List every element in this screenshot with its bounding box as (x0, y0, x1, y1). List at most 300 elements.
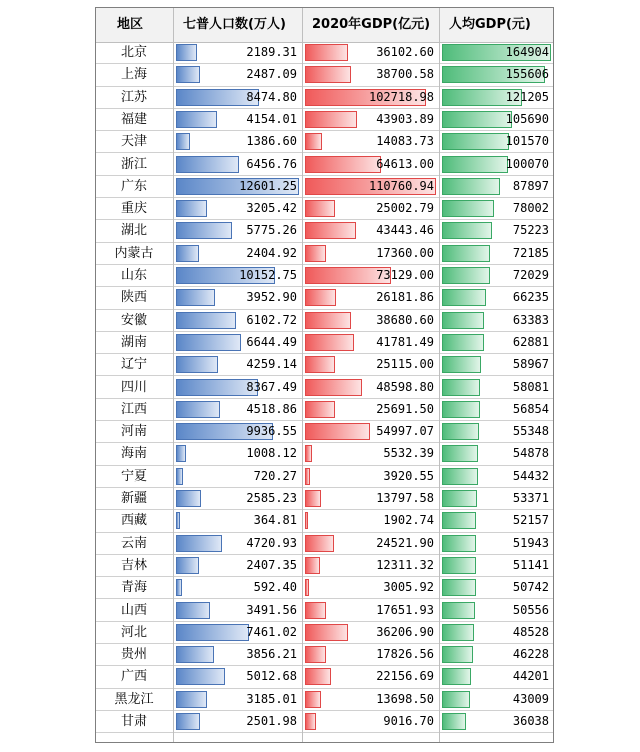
gdp-value: 25115.00 (376, 357, 434, 372)
per-capita-gdp-bar (442, 691, 470, 708)
per-capita-gdp-bar (442, 668, 471, 685)
gdp-bar (305, 111, 357, 128)
population-cell (173, 131, 302, 153)
population-bar (176, 691, 207, 708)
per-capita-gdp-bar (442, 423, 479, 440)
gdp-bar (305, 222, 356, 239)
per-capita-gdp-value: 46228 (512, 647, 549, 662)
population-value: 2487.09 (246, 67, 297, 82)
gdp-value: 73129.00 (376, 268, 434, 282)
per-capita-gdp-value: 100070 (505, 156, 549, 171)
gdp-cell (302, 64, 439, 86)
gdp-value: 25691.50 (376, 401, 434, 416)
per-capita-gdp-value: 48528 (512, 624, 549, 639)
population-bar (176, 713, 200, 730)
table-row (95, 622, 554, 644)
per-capita-gdp-cell (439, 399, 554, 421)
population-value: 4154.01 (246, 111, 297, 126)
gdp-value: 36102.60 (376, 45, 434, 59)
population-cell (173, 109, 302, 131)
per-capita-gdp-bar (442, 379, 480, 396)
gdp-bar (305, 713, 316, 730)
per-capita-gdp-cell (439, 644, 554, 666)
region-name: 湖南 (120, 334, 147, 350)
population-cell (173, 287, 302, 309)
per-capita-gdp-value: 56854 (512, 401, 549, 416)
gdp-bar (305, 602, 326, 619)
population-bar (176, 579, 182, 596)
gdp-value: 17360.00 (376, 245, 434, 260)
gdp-bar (305, 334, 354, 351)
gdp-cell (302, 443, 439, 465)
gdp-cell (302, 265, 439, 287)
per-capita-gdp-cell (439, 510, 554, 532)
population-cell (173, 354, 302, 376)
table-row (95, 42, 554, 64)
gdp-cell (302, 555, 439, 577)
region-name: 海南 (120, 446, 147, 462)
population-value: 7461.02 (246, 624, 297, 639)
per-capita-gdp-bar (442, 624, 474, 641)
gdp-value: 26181.86 (376, 290, 434, 305)
per-capita-gdp-cell (439, 689, 554, 711)
population-value: 1386.60 (246, 134, 297, 149)
population-bar (176, 312, 236, 329)
per-capita-gdp-value: 75223 (512, 223, 549, 238)
per-capita-gdp-value: 87897 (512, 178, 549, 193)
per-capita-gdp-cell (439, 354, 554, 376)
gdp-cell (302, 154, 439, 176)
population-bar (176, 245, 199, 262)
gdp-value: 110760.94 (368, 178, 434, 193)
table-row (95, 666, 554, 688)
gdp-value: 3005.92 (383, 580, 434, 595)
per-capita-gdp-cell (439, 421, 554, 443)
table-row (95, 354, 554, 376)
per-capita-gdp-value: 105690 (505, 111, 549, 126)
per-capita-gdp-cell (439, 198, 554, 220)
region-name: 安徽 (120, 312, 147, 328)
region-name: 北京 (120, 45, 147, 60)
table-row (95, 689, 554, 711)
gdp-bar (305, 579, 309, 596)
gdp-value: 43903.89 (376, 111, 434, 126)
per-capita-gdp-value: 101570 (505, 134, 549, 149)
region-name: 西藏 (120, 513, 147, 529)
population-bar (176, 156, 239, 173)
gdp-cell (302, 399, 439, 421)
table-row (95, 220, 554, 242)
gdp-cell (302, 42, 439, 64)
gdp-bar (305, 668, 331, 685)
column-divider (302, 7, 303, 743)
population-bar (176, 66, 200, 83)
gdp-bar (305, 490, 321, 507)
population-value: 4259.14 (246, 357, 297, 372)
per-capita-gdp-bar (442, 222, 492, 239)
population-bar (176, 111, 217, 128)
population-value: 592.40 (253, 580, 297, 595)
per-capita-gdp-bar (442, 579, 476, 596)
gdp-cell (302, 109, 439, 131)
region-name: 江苏 (120, 89, 147, 105)
per-capita-gdp-bar (442, 356, 481, 373)
gdp-cell (302, 131, 439, 153)
population-cell (173, 488, 302, 510)
population-value: 6456.76 (246, 156, 297, 171)
population-bar (176, 289, 215, 306)
population-value: 1008.12 (246, 446, 297, 461)
gdp-cell (302, 243, 439, 265)
per-capita-gdp-cell (439, 443, 554, 465)
region-name: 辽宁 (120, 357, 147, 373)
population-cell (173, 600, 302, 622)
per-capita-gdp-value: 54432 (512, 468, 549, 483)
population-bar (176, 222, 232, 239)
population-value: 2404.92 (246, 245, 297, 260)
gdp-cell (302, 176, 439, 198)
per-capita-gdp-value: 58081 (512, 379, 549, 394)
gdp-bar (305, 44, 348, 61)
table-row (95, 332, 554, 354)
per-capita-gdp-value: 55348 (512, 424, 549, 439)
population-bar (176, 445, 186, 462)
population-cell (173, 154, 302, 176)
population-cell (173, 443, 302, 465)
population-cell (173, 198, 302, 220)
per-capita-gdp-cell (439, 600, 554, 622)
population-value: 2501.98 (246, 714, 297, 728)
population-bar (176, 490, 201, 507)
table-row (95, 600, 554, 622)
population-value: 2407.35 (246, 557, 297, 572)
per-capita-gdp-cell (439, 466, 554, 488)
region-name: 重庆 (120, 201, 147, 217)
population-cell (173, 42, 302, 64)
per-capita-gdp-bar (442, 557, 476, 574)
population-value: 4720.93 (246, 535, 297, 550)
gdp-cell (302, 466, 439, 488)
gdp-value: 54997.07 (376, 424, 434, 439)
per-capita-gdp-bar (442, 445, 478, 462)
per-capita-gdp-cell (439, 265, 554, 287)
per-capita-gdp-bar (442, 178, 500, 195)
population-value: 3205.42 (246, 201, 297, 216)
population-value: 6644.49 (246, 334, 297, 349)
table-row (95, 644, 554, 666)
gdp-cell (302, 600, 439, 622)
table-row (95, 154, 554, 176)
per-capita-gdp-value: 63383 (512, 312, 549, 327)
gdp-bar (305, 245, 326, 262)
gdp-value: 102718.98 (368, 89, 434, 104)
region-name: 云南 (120, 535, 147, 551)
population-value: 3856.21 (246, 647, 297, 662)
gdp-cell (302, 377, 439, 399)
gdp-value: 17651.93 (376, 602, 434, 617)
population-cell (173, 711, 302, 733)
per-capita-gdp-cell (439, 131, 554, 153)
population-cell (173, 689, 302, 711)
per-capita-gdp-value: 53371 (512, 491, 549, 505)
per-capita-gdp-cell (439, 377, 554, 399)
gdp-cell (302, 711, 439, 733)
table-row (95, 198, 554, 220)
column-divider (439, 7, 440, 743)
gdp-cell (302, 666, 439, 688)
gdp-value: 17826.56 (376, 647, 434, 662)
table-row (95, 488, 554, 510)
region-name: 内蒙古 (114, 245, 154, 261)
gdp-bar (305, 289, 336, 306)
table-row (95, 64, 554, 86)
population-bar (176, 646, 214, 663)
population-value: 720.27 (253, 468, 297, 483)
gdp-cell (302, 689, 439, 711)
column-divider (173, 7, 174, 743)
gdp-cell (302, 622, 439, 644)
gdp-bar (305, 312, 351, 329)
gdp-value: 22156.69 (376, 669, 434, 684)
table-row (95, 109, 554, 131)
per-capita-gdp-value: 72029 (512, 268, 549, 282)
region-name: 山西 (120, 602, 147, 618)
per-capita-gdp-bar (442, 156, 508, 173)
population-cell (173, 577, 302, 599)
gdp-value: 38700.58 (376, 67, 434, 82)
population-bar (176, 401, 220, 418)
per-capita-gdp-cell (439, 243, 554, 265)
population-bar (176, 44, 197, 61)
region-name: 甘肃 (120, 714, 147, 729)
gdp-value: 64613.00 (376, 156, 434, 171)
per-capita-gdp-bar (442, 267, 490, 284)
table-row (95, 399, 554, 421)
gdp-cell (302, 87, 439, 109)
per-capita-gdp-value: 62881 (512, 334, 549, 349)
per-capita-gdp-bar (442, 289, 486, 306)
per-capita-gdp-value: 36038 (512, 714, 549, 728)
population-bar (176, 668, 225, 685)
per-capita-gdp-cell (439, 176, 554, 198)
header-population: 七普人口数(万人) (183, 17, 286, 32)
per-capita-gdp-cell (439, 154, 554, 176)
header-region: 地区 (117, 17, 144, 32)
gdp-value: 13698.50 (376, 691, 434, 706)
per-capita-gdp-cell (439, 332, 554, 354)
table-row (95, 176, 554, 198)
population-value: 9936.55 (246, 424, 297, 439)
population-value: 3952.90 (246, 290, 297, 305)
gdp-value: 48598.80 (376, 379, 434, 394)
population-value: 3185.01 (246, 691, 297, 706)
per-capita-gdp-value: 155606 (505, 67, 549, 82)
per-capita-gdp-bar (442, 200, 494, 217)
region-name: 上海 (120, 67, 147, 83)
gdp-cell (302, 332, 439, 354)
per-capita-gdp-value: 164904 (505, 45, 549, 59)
gdp-bar (305, 646, 326, 663)
population-cell (173, 555, 302, 577)
population-value: 4518.86 (246, 401, 297, 416)
gdp-bar (305, 445, 312, 462)
population-value: 5775.26 (246, 223, 297, 238)
population-bar (176, 624, 249, 641)
table-row (95, 533, 554, 555)
population-value: 364.81 (253, 513, 297, 528)
per-capita-gdp-bar (442, 133, 509, 150)
population-bar (176, 535, 222, 552)
region-name: 广东 (120, 178, 147, 194)
gdp-bar (305, 691, 321, 708)
gdp-value: 25002.79 (376, 201, 434, 216)
gdp-bar (305, 356, 335, 373)
table-header-row (95, 7, 554, 43)
population-bar (176, 356, 218, 373)
per-capita-gdp-bar (442, 111, 512, 128)
region-name: 天津 (120, 134, 147, 150)
per-capita-gdp-cell (439, 555, 554, 577)
per-capita-gdp-cell (439, 220, 554, 242)
population-value: 5012.68 (246, 669, 297, 684)
table-row (95, 131, 554, 153)
population-value: 8474.80 (246, 89, 297, 104)
population-bar (176, 200, 207, 217)
per-capita-gdp-cell (439, 42, 554, 64)
gdp-value: 43443.46 (376, 223, 434, 238)
population-bar (176, 468, 183, 485)
gdp-bar (305, 423, 370, 440)
per-capita-gdp-value: 78002 (512, 201, 549, 216)
population-cell (173, 510, 302, 532)
population-bar (176, 512, 180, 529)
per-capita-gdp-cell (439, 109, 554, 131)
region-name: 新疆 (120, 491, 147, 506)
per-capita-gdp-bar (442, 401, 480, 418)
population-value: 12601.25 (239, 178, 297, 193)
population-cell (173, 243, 302, 265)
per-capita-gdp-cell (439, 711, 554, 733)
table-row (95, 287, 554, 309)
population-cell (173, 176, 302, 198)
gdp-bar (305, 133, 322, 150)
population-bar (176, 602, 210, 619)
gdp-bar (305, 200, 335, 217)
gdp-value: 12311.32 (376, 557, 434, 572)
per-capita-gdp-cell (439, 287, 554, 309)
gdp-value: 3920.55 (383, 468, 434, 483)
gdp-value: 14083.73 (376, 134, 434, 149)
header-per-capita-gdp: 人均GDP(元) (449, 17, 531, 32)
population-cell (173, 644, 302, 666)
population-cell (173, 666, 302, 688)
region-name: 吉林 (120, 557, 147, 573)
gdp-cell (302, 220, 439, 242)
region-name: 宁夏 (120, 468, 147, 484)
population-bar (176, 379, 258, 396)
population-cell (173, 87, 302, 109)
table-row (95, 310, 554, 332)
per-capita-gdp-value: 58967 (512, 357, 549, 372)
population-value: 2189.31 (246, 45, 297, 59)
per-capita-gdp-value: 52157 (512, 513, 549, 528)
per-capita-gdp-value: 50742 (512, 580, 549, 595)
per-capita-gdp-value: 54878 (512, 446, 549, 461)
population-cell (173, 220, 302, 242)
per-capita-gdp-bar (442, 468, 478, 485)
gdp-cell (302, 577, 439, 599)
region-name: 浙江 (120, 156, 147, 172)
gdp-bar (305, 156, 381, 173)
gdp-cell (302, 510, 439, 532)
gdp-value: 9016.70 (383, 714, 434, 728)
population-value: 10152.75 (239, 268, 297, 282)
table-row (95, 510, 554, 532)
gdp-bar (305, 624, 348, 641)
table-row (95, 555, 554, 577)
table-row (95, 443, 554, 465)
table-row (95, 577, 554, 599)
per-capita-gdp-bar (442, 713, 466, 730)
table-row (95, 87, 554, 109)
region-name: 福建 (120, 111, 147, 127)
region-name: 河北 (120, 624, 147, 640)
gdp-value: 5532.39 (383, 446, 434, 461)
per-capita-gdp-bar (442, 490, 477, 507)
population-value: 3491.56 (246, 602, 297, 617)
per-capita-gdp-value: 72185 (512, 245, 549, 260)
per-capita-gdp-bar (442, 646, 473, 663)
region-name: 青海 (120, 580, 147, 596)
per-capita-gdp-bar (442, 312, 484, 329)
population-cell (173, 265, 302, 287)
population-cell (173, 533, 302, 555)
gdp-bar (305, 557, 320, 574)
region-name: 贵州 (120, 647, 147, 663)
per-capita-gdp-value: 44201 (512, 669, 549, 684)
region-name: 江西 (120, 401, 147, 417)
table-row (95, 243, 554, 265)
gdp-cell (302, 354, 439, 376)
population-bar (176, 133, 190, 150)
region-name: 陕西 (120, 290, 147, 306)
gdp-cell (302, 421, 439, 443)
per-capita-gdp-cell (439, 666, 554, 688)
region-name: 山东 (120, 268, 147, 283)
gdp-cell (302, 533, 439, 555)
population-cell (173, 622, 302, 644)
table-row (95, 466, 554, 488)
per-capita-gdp-value: 51943 (512, 535, 549, 550)
per-capita-gdp-value: 121205 (505, 89, 549, 104)
gdp-bar (305, 66, 351, 83)
gdp-bar (305, 468, 310, 485)
table-row (95, 377, 554, 399)
population-value: 2585.23 (246, 491, 297, 505)
region-name: 黑龙江 (114, 691, 154, 707)
region-name: 湖北 (120, 223, 147, 239)
gdp-bar (305, 401, 335, 418)
per-capita-gdp-bar (442, 512, 476, 529)
region-name: 四川 (120, 379, 147, 395)
per-capita-gdp-value: 51141 (512, 557, 549, 572)
table-row (95, 421, 554, 443)
population-cell (173, 466, 302, 488)
per-capita-gdp-bar (442, 535, 476, 552)
population-value: 6102.72 (246, 312, 297, 327)
gdp-cell (302, 488, 439, 510)
gdp-value: 36206.90 (376, 624, 434, 639)
